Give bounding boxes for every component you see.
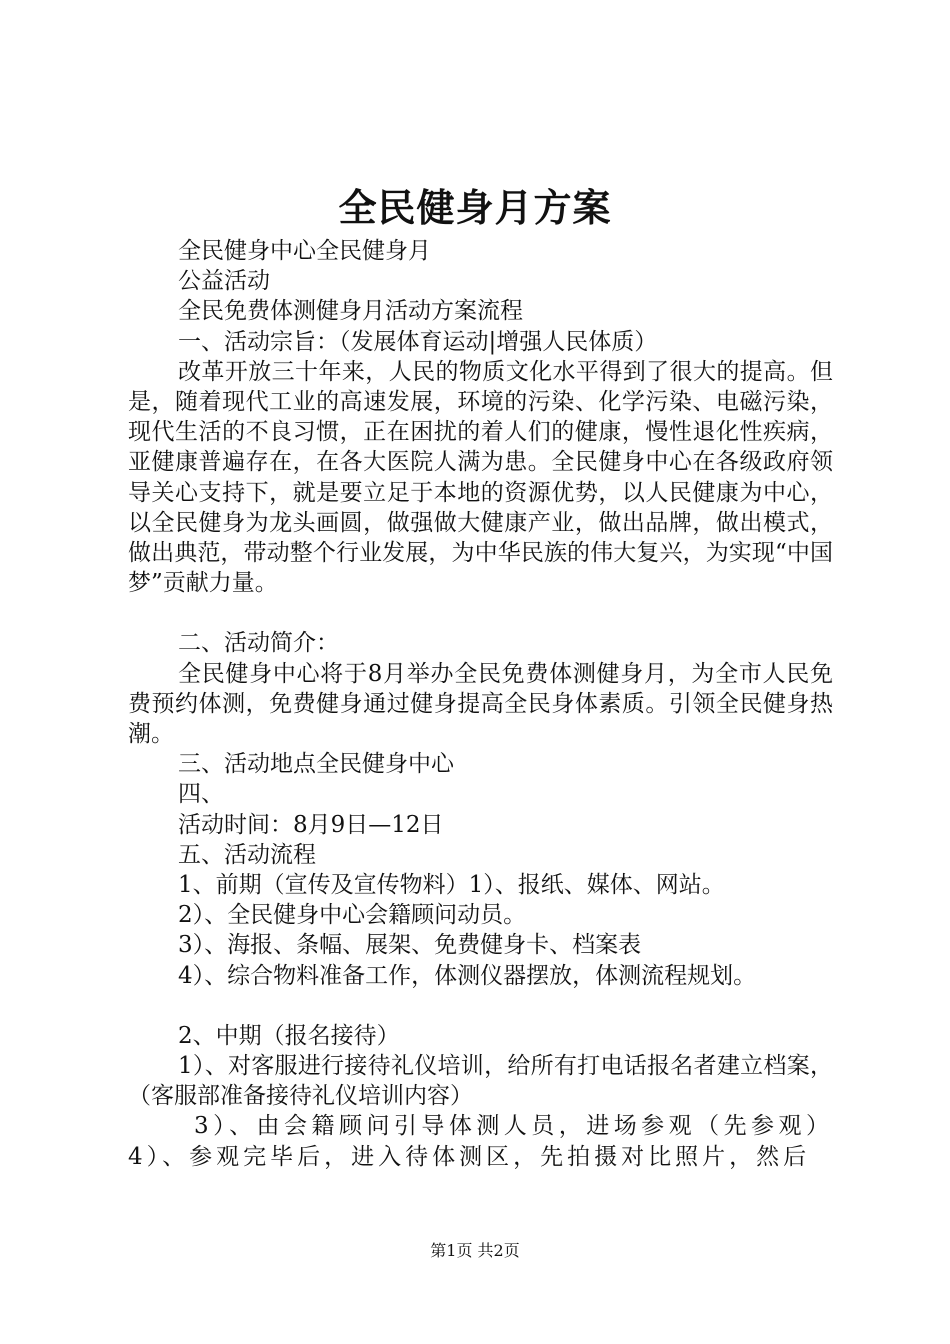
section-heading-2: 二、活动简介： [178,630,339,657]
paragraph-gap [128,598,833,628]
list-item: 4）、综合物料准备工作，体测仪器摆放，体测流程规划。 [178,962,757,989]
page-footer: 第1页 共2页 [430,1241,520,1260]
list-item: 1）、对客服进行接待礼仪培训，给所有打电话报名者建立档案，（客服部准备接待礼仪培训内容） [128,1053,833,1110]
paragraph-subtitle-1: 全民健身中心全民健身月 [178,238,431,264]
section-heading-5: 五、活动流程 [178,841,316,868]
document-body [128,236,833,1172]
paragraph-gap [128,991,833,1021]
document-title: 全民健身月方案 [338,185,612,230]
list-item: 3）、由会籍顾问引导体测人员，进场参观（先参观）4）、参观完毕后，进入待体测区，先拍摄对比照片，然后 [128,1113,833,1170]
section-heading-1: 一、活动宗旨：（发展体育运动|增强人民体质） [178,328,658,355]
list-item: 2、中期（报名接待） [178,1022,400,1049]
paragraph-intro: 全民健身中心将于8月举办全民免费体测健身月，为全市人民免费预约体测，免费健身通过健身提高全民身体素质。引领全民健身热潮。 [128,660,833,748]
list-item: 1、前期（宣传及宣传物料）1）、报纸、媒体、网站。 [178,872,725,899]
section-heading-4: 四、 [178,781,224,808]
paragraph-time: 活动时间：8月9日—12日 [178,811,444,838]
paragraph-subtitle-3: 全民免费体测健身月活动方案流程 [178,298,523,325]
paragraph-subtitle-2: 公益活动 [178,268,270,295]
paragraph-purpose: 改革开放三十年来，人民的物质文化水平得到了很大的提高。但是，随着现代工业的高速发展，环境的污染、化学污染、电磁污染，现代生活的不良习惯，正在困扰的着人们的健康，慢性退化性疾病，亚健康普遍存在，在各大医院人满为患。全民健身中心在各级政府领导关心支持下，就是要立足于本地的资源优势，以人民健康为中心，以全民健身为龙头画圆，做强做大健康产业，做出品牌，做出模式，做出典范，带动整个行业发展，为中华民族的伟大复兴，为实现“中国梦”贡献力量。 [128,358,833,597]
list-item: 2）、全民健身中心会籍顾问动员。 [178,902,527,929]
section-heading-3: 三、活动地点全民健身中心 [178,751,454,778]
list-item: 3）、海报、条幅、展架、免费健身卡、档案表 [178,932,642,959]
